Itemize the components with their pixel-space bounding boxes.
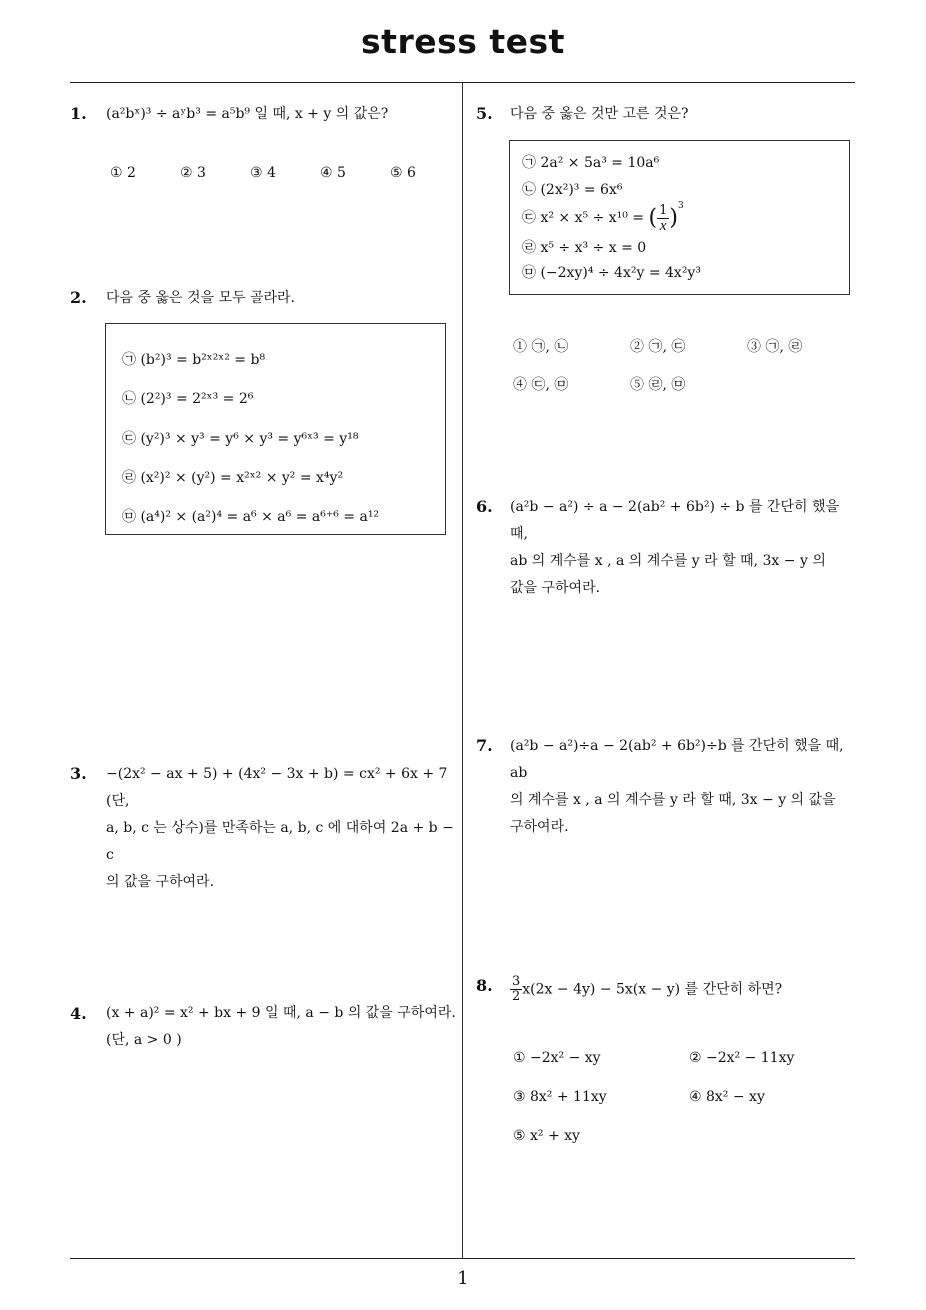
question-5-option-4[interactable]: ④ ㉢, ㉤ bbox=[513, 377, 569, 393]
question-3-line-1: −(2x² − ax + 5) + (4x² − 3x + b) = cx² + 6x + 7 (단, bbox=[106, 766, 448, 809]
question-5-option-1[interactable]: ① ㉠, ㉡ bbox=[513, 339, 569, 355]
question-2-statement-box bbox=[105, 323, 446, 535]
question-1-prompt: (a²bˣ)³ ÷ aʸb³ = a⁵b⁹ 일 때, x + y 의 값은? bbox=[106, 106, 389, 122]
question-3-text bbox=[106, 761, 458, 896]
question-5-option-3[interactable]: ③ ㉠, ㉣ bbox=[747, 339, 803, 355]
question-2-item-e: ㉤ (a⁴)² × (a²)⁴ = a⁶ × a⁶ = a⁶⁺⁶ = a¹² bbox=[122, 509, 380, 525]
question-2-item-c: ㉢ (y²)³ × y³ = y⁶ × y³ = y⁶ˣ³ = y¹⁸ bbox=[122, 431, 359, 447]
column-divider bbox=[462, 83, 463, 1259]
question-7-line-2: 의 계수를 x , a 의 계수를 y 라 할 때, 3x − y 의 값을 bbox=[510, 792, 836, 808]
question-6-line-3: 값을 구하여라. bbox=[510, 580, 601, 596]
question-8-option-5[interactable]: ⑤ x² + xy bbox=[513, 1128, 580, 1144]
question-5-item-d: ㉣ x⁵ ÷ x³ ÷ x = 0 bbox=[522, 240, 647, 256]
question-1-number: 1. bbox=[70, 104, 87, 123]
question-2-item-d: ㉣ (x²)² × (y²) = x²ˣ² × y² = x⁴y² bbox=[122, 470, 344, 486]
question-3-number: 3. bbox=[70, 764, 87, 783]
question-4-number: 4. bbox=[70, 1004, 87, 1023]
question-5-prompt: 다음 중 옳은 것만 고른 것은? bbox=[510, 106, 689, 122]
question-8-option-3[interactable]: ③ 8x² + 11xy bbox=[513, 1089, 607, 1105]
footer-rule bbox=[70, 1258, 855, 1259]
question-7-line-3: 구하여라. bbox=[510, 819, 569, 835]
question-4-line-2: (단, a > 0 ) bbox=[106, 1032, 182, 1048]
question-8-number: 8. bbox=[476, 976, 493, 995]
question-6-text bbox=[510, 494, 860, 602]
question-5-statement-box bbox=[509, 140, 850, 295]
question-2-number: 2. bbox=[70, 288, 87, 307]
question-6-number: 6. bbox=[476, 497, 493, 516]
question-5-option-2[interactable]: ② ㉠, ㉢ bbox=[630, 339, 686, 355]
question-8-option-2[interactable]: ② −2x² − 11xy bbox=[689, 1050, 795, 1066]
question-1-option-5[interactable]: ⑤ 6 bbox=[390, 165, 416, 181]
question-4-line-1: (x + a)² = x² + bx + 9 일 때, a − b 의 값을 구하여라. bbox=[106, 1005, 456, 1021]
question-7-number: 7. bbox=[476, 736, 493, 755]
question-8-option-1[interactable]: ① −2x² − xy bbox=[513, 1050, 601, 1066]
question-1-option-3[interactable]: ③ 4 bbox=[250, 165, 276, 181]
question-5-item-c-exponent: 3 bbox=[677, 201, 684, 211]
question-8-prompt bbox=[510, 975, 782, 1004]
question-5-number: 5. bbox=[476, 104, 493, 123]
question-5-item-c-fraction: $\frac{1}{x}$ bbox=[659, 202, 668, 234]
question-5-item-e: ㉤ (−2xy)⁴ ÷ 4x²y = 4x²y³ bbox=[522, 265, 701, 281]
question-2-item-b: ㉡ (2²)³ = 2²ˣ³ = 2⁶ bbox=[122, 391, 254, 407]
question-7-line-1: (a²b − a²)÷a − 2(ab² + 6b²)÷b 를 간단히 했을 때, ab bbox=[510, 738, 844, 781]
question-5-item-c: ㉢ x² × x⁵ ÷ x¹⁰ = ( $\frac{1}{x}$ )$^3$ bbox=[522, 201, 684, 234]
question-1-option-4[interactable]: ④ 5 bbox=[320, 165, 346, 181]
question-2-item-a: ㉠ (b²)³ = b²ˣ²ˣ² = b⁸ bbox=[122, 352, 266, 368]
question-6-line-1: (a²b − a²) ÷ a − 2(ab² + 6b²) ÷ b 를 간단히 했을 때, bbox=[510, 499, 839, 542]
question-2-prompt: 다음 중 옳은 것을 모두 골라라. bbox=[106, 290, 295, 306]
page-title: stress test bbox=[361, 22, 565, 61]
question-5-item-a: ㉠ 2a² × 5a³ = 10a⁶ bbox=[522, 155, 660, 171]
question-1-option-1[interactable]: ① 2 bbox=[110, 165, 136, 181]
question-3-line-3: 의 값을 구하여라. bbox=[106, 874, 215, 890]
page-number: 1 bbox=[457, 1268, 469, 1289]
question-7-text bbox=[510, 733, 860, 841]
question-1-option-2[interactable]: ② 3 bbox=[180, 165, 206, 181]
question-3-line-2: a, b, c 는 상수)를 만족하는 a, b, c 에 대하여 2a + b − c bbox=[106, 820, 454, 863]
question-8-option-4[interactable]: ④ 8x² − xy bbox=[689, 1089, 765, 1105]
question-4-text bbox=[106, 1000, 458, 1054]
question-6-line-2: ab 의 계수를 x , a 의 계수를 y 라 할 때, 3x − y 의 bbox=[510, 553, 826, 569]
question-5-item-c-prefix: ㉢ x² × x⁵ ÷ x¹⁰ = bbox=[522, 210, 649, 226]
question-5-option-5[interactable]: ⑤ ㉣, ㉤ bbox=[630, 377, 686, 393]
question-8-fraction: $\frac{3}{2}$ bbox=[512, 974, 521, 1004]
question-8-prompt-rest: x(2x − 4y) − 5x(x − y) 를 간단히 하면? bbox=[522, 981, 783, 998]
question-5-item-b: ㉡ (2x²)³ = 6x⁶ bbox=[522, 182, 623, 198]
